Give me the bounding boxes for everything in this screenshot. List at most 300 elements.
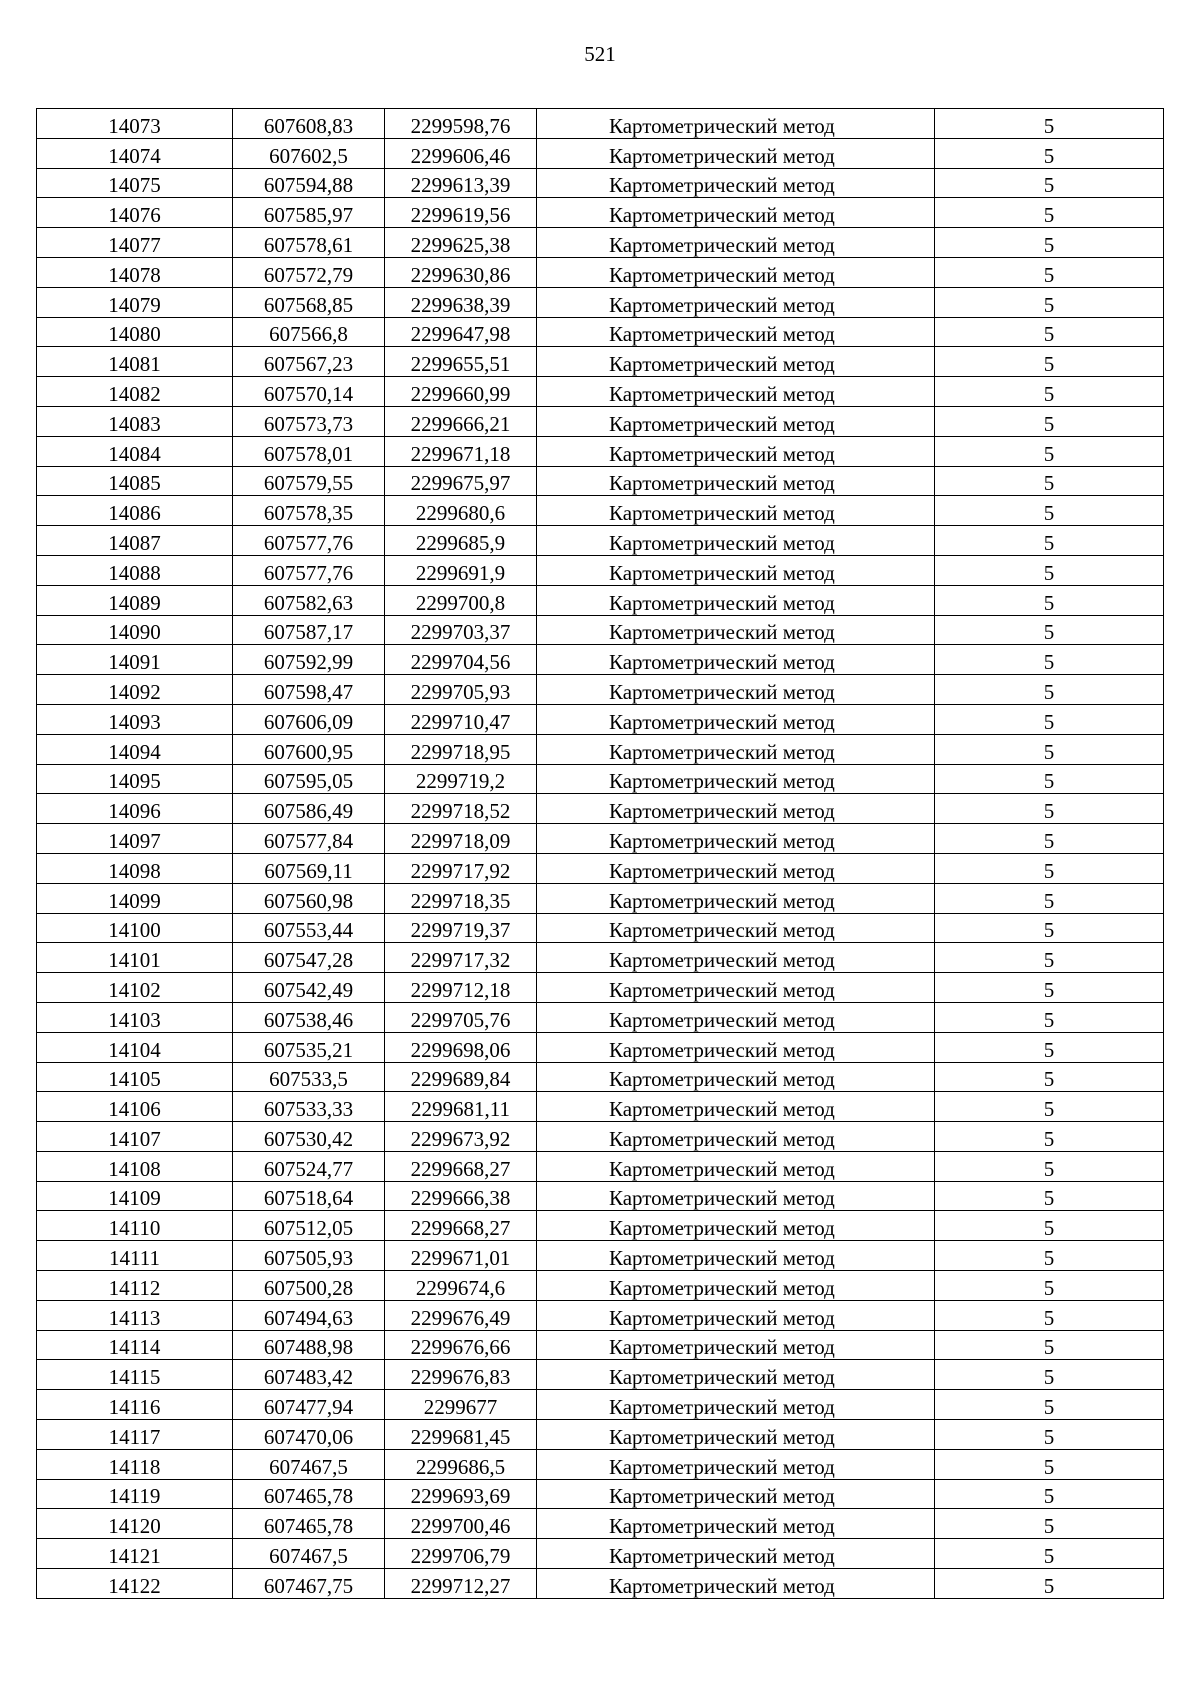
table-row (37, 406, 1164, 436)
y-coordinate-cell: 2299700,8 (385, 585, 537, 615)
point-number-cell: 14115 (37, 1360, 233, 1390)
coordinates-table (36, 108, 1164, 1599)
table-row (37, 1181, 1164, 1211)
x-coordinate-cell: 607488,98 (233, 1330, 385, 1360)
x-coordinate-cell: 607494,63 (233, 1300, 385, 1330)
x-coordinate-cell: 607567,23 (233, 347, 385, 377)
accuracy-cell: 5 (935, 466, 1164, 496)
x-coordinate-cell: 607608,83 (233, 109, 385, 139)
y-coordinate-cell: 2299703,37 (385, 615, 537, 645)
point-number-cell: 14120 (37, 1509, 233, 1539)
y-coordinate-cell: 2299689,84 (385, 1062, 537, 1092)
method-cell: Картометрический метод (537, 347, 935, 377)
method-cell: Картометрический метод (537, 704, 935, 734)
method-cell: Картометрический метод (537, 913, 935, 943)
accuracy-cell: 5 (935, 436, 1164, 466)
x-coordinate-cell: 607483,42 (233, 1360, 385, 1390)
x-coordinate-cell: 607530,42 (233, 1122, 385, 1152)
y-coordinate-cell: 2299676,49 (385, 1300, 537, 1330)
y-coordinate-cell: 2299606,46 (385, 138, 537, 168)
point-number-cell: 14089 (37, 585, 233, 615)
accuracy-cell: 5 (935, 1271, 1164, 1301)
y-coordinate-cell: 2299681,11 (385, 1092, 537, 1122)
x-coordinate-cell: 607547,28 (233, 943, 385, 973)
method-cell: Картометрический метод (537, 555, 935, 585)
y-coordinate-cell: 2299718,95 (385, 734, 537, 764)
x-coordinate-cell: 607606,09 (233, 704, 385, 734)
method-cell: Картометрический метод (537, 645, 935, 675)
point-number-cell: 14121 (37, 1539, 233, 1569)
accuracy-cell: 5 (935, 109, 1164, 139)
accuracy-cell: 5 (935, 913, 1164, 943)
method-cell: Картометрический метод (537, 824, 935, 854)
table-row (37, 377, 1164, 407)
x-coordinate-cell: 607566,8 (233, 317, 385, 347)
accuracy-cell: 5 (935, 317, 1164, 347)
point-number-cell: 14084 (37, 436, 233, 466)
y-coordinate-cell: 2299666,21 (385, 406, 537, 436)
accuracy-cell: 5 (935, 1390, 1164, 1420)
method-cell: Картометрический метод (537, 377, 935, 407)
table-row (37, 675, 1164, 705)
y-coordinate-cell: 2299655,51 (385, 347, 537, 377)
table-row (37, 1241, 1164, 1271)
x-coordinate-cell: 607578,01 (233, 436, 385, 466)
y-coordinate-cell: 2299675,97 (385, 466, 537, 496)
accuracy-cell: 5 (935, 1181, 1164, 1211)
accuracy-cell: 5 (935, 1449, 1164, 1479)
x-coordinate-cell: 607465,78 (233, 1479, 385, 1509)
method-cell: Картометрический метод (537, 466, 935, 496)
accuracy-cell: 5 (935, 138, 1164, 168)
x-coordinate-cell: 607598,47 (233, 675, 385, 705)
method-cell: Картометрический метод (537, 317, 935, 347)
table-row (37, 883, 1164, 913)
table-row (37, 257, 1164, 287)
point-number-cell: 14086 (37, 496, 233, 526)
coordinates-table-body (37, 109, 1164, 1599)
point-number-cell: 14108 (37, 1151, 233, 1181)
table-row (37, 1271, 1164, 1301)
y-coordinate-cell: 2299647,98 (385, 317, 537, 347)
point-number-cell: 14110 (37, 1211, 233, 1241)
x-coordinate-cell: 607470,06 (233, 1420, 385, 1450)
method-cell: Картометрический метод (537, 198, 935, 228)
x-coordinate-cell: 607512,05 (233, 1211, 385, 1241)
accuracy-cell: 5 (935, 1330, 1164, 1360)
x-coordinate-cell: 607518,64 (233, 1181, 385, 1211)
x-coordinate-cell: 607533,5 (233, 1062, 385, 1092)
point-number-cell: 14077 (37, 228, 233, 258)
x-coordinate-cell: 607553,44 (233, 913, 385, 943)
accuracy-cell: 5 (935, 883, 1164, 913)
table-row (37, 973, 1164, 1003)
point-number-cell: 14080 (37, 317, 233, 347)
accuracy-cell: 5 (935, 347, 1164, 377)
method-cell: Картометрический метод (537, 406, 935, 436)
table-row (37, 109, 1164, 139)
y-coordinate-cell: 2299686,5 (385, 1449, 537, 1479)
point-number-cell: 14087 (37, 526, 233, 556)
y-coordinate-cell: 2299698,06 (385, 1032, 537, 1062)
table-row (37, 496, 1164, 526)
accuracy-cell: 5 (935, 377, 1164, 407)
table-row (37, 1420, 1164, 1450)
method-cell: Картометрический метод (537, 287, 935, 317)
method-cell: Картометрический метод (537, 257, 935, 287)
point-number-cell: 14096 (37, 794, 233, 824)
method-cell: Картометрический метод (537, 1539, 935, 1569)
y-coordinate-cell: 2299700,46 (385, 1509, 537, 1539)
point-number-cell: 14088 (37, 555, 233, 585)
accuracy-cell: 5 (935, 287, 1164, 317)
point-number-cell: 14083 (37, 406, 233, 436)
method-cell: Картометрический метод (537, 1479, 935, 1509)
table-row (37, 466, 1164, 496)
accuracy-cell: 5 (935, 1032, 1164, 1062)
table-row (37, 853, 1164, 883)
point-number-cell: 14109 (37, 1181, 233, 1211)
y-coordinate-cell: 2299693,69 (385, 1479, 537, 1509)
table-row (37, 943, 1164, 973)
accuracy-cell: 5 (935, 1151, 1164, 1181)
table-row (37, 1569, 1164, 1599)
method-cell: Картометрический метод (537, 615, 935, 645)
table-row (37, 1390, 1164, 1420)
point-number-cell: 14090 (37, 615, 233, 645)
table-row (37, 704, 1164, 734)
accuracy-cell: 5 (935, 198, 1164, 228)
point-number-cell: 14102 (37, 973, 233, 1003)
x-coordinate-cell: 607578,61 (233, 228, 385, 258)
y-coordinate-cell: 2299712,18 (385, 973, 537, 1003)
table-row (37, 1479, 1164, 1509)
point-number-cell: 14098 (37, 853, 233, 883)
x-coordinate-cell: 607569,11 (233, 853, 385, 883)
y-coordinate-cell: 2299671,18 (385, 436, 537, 466)
y-coordinate-cell: 2299676,66 (385, 1330, 537, 1360)
accuracy-cell: 5 (935, 1539, 1164, 1569)
point-number-cell: 14122 (37, 1569, 233, 1599)
x-coordinate-cell: 607465,78 (233, 1509, 385, 1539)
method-cell: Картометрический метод (537, 496, 935, 526)
x-coordinate-cell: 607573,73 (233, 406, 385, 436)
y-coordinate-cell: 2299674,6 (385, 1271, 537, 1301)
accuracy-cell: 5 (935, 1241, 1164, 1271)
x-coordinate-cell: 607594,88 (233, 168, 385, 198)
point-number-cell: 14075 (37, 168, 233, 198)
accuracy-cell: 5 (935, 496, 1164, 526)
method-cell: Картометрический метод (537, 1509, 935, 1539)
table-row (37, 1062, 1164, 1092)
y-coordinate-cell: 2299719,2 (385, 764, 537, 794)
point-number-cell: 14100 (37, 913, 233, 943)
method-cell: Картометрический метод (537, 526, 935, 556)
method-cell: Картометрический метод (537, 109, 935, 139)
x-coordinate-cell: 607587,17 (233, 615, 385, 645)
method-cell: Картометрический метод (537, 794, 935, 824)
x-coordinate-cell: 607577,76 (233, 526, 385, 556)
y-coordinate-cell: 2299691,9 (385, 555, 537, 585)
x-coordinate-cell: 607500,28 (233, 1271, 385, 1301)
method-cell: Картометрический метод (537, 228, 935, 258)
table-row (37, 615, 1164, 645)
accuracy-cell: 5 (935, 973, 1164, 1003)
table-row (37, 1032, 1164, 1062)
y-coordinate-cell: 2299668,27 (385, 1151, 537, 1181)
accuracy-cell: 5 (935, 764, 1164, 794)
y-coordinate-cell: 2299638,39 (385, 287, 537, 317)
y-coordinate-cell: 2299705,76 (385, 1002, 537, 1032)
y-coordinate-cell: 2299706,79 (385, 1539, 537, 1569)
x-coordinate-cell: 607600,95 (233, 734, 385, 764)
table-row (37, 555, 1164, 585)
accuracy-cell: 5 (935, 1569, 1164, 1599)
point-number-cell: 14078 (37, 257, 233, 287)
point-number-cell: 14079 (37, 287, 233, 317)
point-number-cell: 14101 (37, 943, 233, 973)
method-cell: Картометрический метод (537, 1420, 935, 1450)
point-number-cell: 14106 (37, 1092, 233, 1122)
table-row (37, 287, 1164, 317)
y-coordinate-cell: 2299671,01 (385, 1241, 537, 1271)
method-cell: Картометрический метод (537, 1211, 935, 1241)
method-cell: Картометрический метод (537, 138, 935, 168)
accuracy-cell: 5 (935, 943, 1164, 973)
table-row (37, 347, 1164, 377)
method-cell: Картометрический метод (537, 1002, 935, 1032)
x-coordinate-cell: 607535,21 (233, 1032, 385, 1062)
table-row (37, 1360, 1164, 1390)
point-number-cell: 14099 (37, 883, 233, 913)
x-coordinate-cell: 607572,79 (233, 257, 385, 287)
y-coordinate-cell: 2299718,09 (385, 824, 537, 854)
point-number-cell: 14073 (37, 109, 233, 139)
table-row (37, 1539, 1164, 1569)
accuracy-cell: 5 (935, 257, 1164, 287)
x-coordinate-cell: 607578,35 (233, 496, 385, 526)
method-cell: Картометрический метод (537, 1092, 935, 1122)
accuracy-cell: 5 (935, 824, 1164, 854)
method-cell: Картометрический метод (537, 973, 935, 1003)
y-coordinate-cell: 2299673,92 (385, 1122, 537, 1152)
y-coordinate-cell: 2299717,32 (385, 943, 537, 973)
y-coordinate-cell: 2299718,35 (385, 883, 537, 913)
y-coordinate-cell: 2299598,76 (385, 109, 537, 139)
x-coordinate-cell: 607577,76 (233, 555, 385, 585)
x-coordinate-cell: 607568,85 (233, 287, 385, 317)
x-coordinate-cell: 607467,75 (233, 1569, 385, 1599)
point-number-cell: 14105 (37, 1062, 233, 1092)
point-number-cell: 14114 (37, 1330, 233, 1360)
table-row (37, 1122, 1164, 1152)
x-coordinate-cell: 607585,97 (233, 198, 385, 228)
point-number-cell: 14085 (37, 466, 233, 496)
x-coordinate-cell: 607582,63 (233, 585, 385, 615)
point-number-cell: 14093 (37, 704, 233, 734)
method-cell: Картометрический метод (537, 853, 935, 883)
table-row (37, 1092, 1164, 1122)
table-row (37, 1151, 1164, 1181)
x-coordinate-cell: 607560,98 (233, 883, 385, 913)
accuracy-cell: 5 (935, 406, 1164, 436)
method-cell: Картометрический метод (537, 1449, 935, 1479)
accuracy-cell: 5 (935, 645, 1164, 675)
table-row (37, 824, 1164, 854)
x-coordinate-cell: 607505,93 (233, 1241, 385, 1271)
accuracy-cell: 5 (935, 734, 1164, 764)
x-coordinate-cell: 607592,99 (233, 645, 385, 675)
x-coordinate-cell: 607467,5 (233, 1449, 385, 1479)
method-cell: Картометрический метод (537, 168, 935, 198)
accuracy-cell: 5 (935, 704, 1164, 734)
point-number-cell: 14107 (37, 1122, 233, 1152)
method-cell: Картометрический метод (537, 1151, 935, 1181)
x-coordinate-cell: 607477,94 (233, 1390, 385, 1420)
method-cell: Картометрический метод (537, 734, 935, 764)
table-row (37, 526, 1164, 556)
accuracy-cell: 5 (935, 1062, 1164, 1092)
y-coordinate-cell: 2299717,92 (385, 853, 537, 883)
y-coordinate-cell: 2299660,99 (385, 377, 537, 407)
point-number-cell: 14081 (37, 347, 233, 377)
table-row (37, 734, 1164, 764)
accuracy-cell: 5 (935, 853, 1164, 883)
point-number-cell: 14095 (37, 764, 233, 794)
y-coordinate-cell: 2299676,83 (385, 1360, 537, 1390)
y-coordinate-cell: 2299680,6 (385, 496, 537, 526)
method-cell: Картометрический метод (537, 943, 935, 973)
point-number-cell: 14103 (37, 1002, 233, 1032)
y-coordinate-cell: 2299685,9 (385, 526, 537, 556)
y-coordinate-cell: 2299712,27 (385, 1569, 537, 1599)
point-number-cell: 14104 (37, 1032, 233, 1062)
table-row (37, 1509, 1164, 1539)
accuracy-cell: 5 (935, 168, 1164, 198)
table-row (37, 1300, 1164, 1330)
x-coordinate-cell: 607533,33 (233, 1092, 385, 1122)
y-coordinate-cell: 2299704,56 (385, 645, 537, 675)
table-row (37, 1449, 1164, 1479)
point-number-cell: 14116 (37, 1390, 233, 1420)
x-coordinate-cell: 607467,5 (233, 1539, 385, 1569)
accuracy-cell: 5 (935, 526, 1164, 556)
table-row (37, 913, 1164, 943)
point-number-cell: 14097 (37, 824, 233, 854)
point-number-cell: 14091 (37, 645, 233, 675)
accuracy-cell: 5 (935, 1092, 1164, 1122)
y-coordinate-cell: 2299668,27 (385, 1211, 537, 1241)
table-row (37, 764, 1164, 794)
table-row (37, 138, 1164, 168)
accuracy-cell: 5 (935, 615, 1164, 645)
y-coordinate-cell: 2299613,39 (385, 168, 537, 198)
table-row (37, 794, 1164, 824)
table-row (37, 1002, 1164, 1032)
point-number-cell: 14113 (37, 1300, 233, 1330)
table-row (37, 228, 1164, 258)
accuracy-cell: 5 (935, 675, 1164, 705)
y-coordinate-cell: 2299630,86 (385, 257, 537, 287)
table-row (37, 436, 1164, 466)
table-row (37, 317, 1164, 347)
point-number-cell: 14082 (37, 377, 233, 407)
accuracy-cell: 5 (935, 1211, 1164, 1241)
y-coordinate-cell: 2299719,37 (385, 913, 537, 943)
x-coordinate-cell: 607586,49 (233, 794, 385, 824)
method-cell: Картометрический метод (537, 883, 935, 913)
page-number: 521 (584, 42, 616, 66)
accuracy-cell: 5 (935, 794, 1164, 824)
point-number-cell: 14119 (37, 1479, 233, 1509)
accuracy-cell: 5 (935, 1509, 1164, 1539)
x-coordinate-cell: 607524,77 (233, 1151, 385, 1181)
method-cell: Картометрический метод (537, 1360, 935, 1390)
x-coordinate-cell: 607602,5 (233, 138, 385, 168)
method-cell: Картометрический метод (537, 1390, 935, 1420)
table-row (37, 1330, 1164, 1360)
accuracy-cell: 5 (935, 1420, 1164, 1450)
method-cell: Картометрический метод (537, 436, 935, 466)
method-cell: Картометрический метод (537, 1569, 935, 1599)
accuracy-cell: 5 (935, 228, 1164, 258)
x-coordinate-cell: 607579,55 (233, 466, 385, 496)
method-cell: Картометрический метод (537, 1271, 935, 1301)
x-coordinate-cell: 607538,46 (233, 1002, 385, 1032)
y-coordinate-cell: 2299625,38 (385, 228, 537, 258)
point-number-cell: 14111 (37, 1241, 233, 1271)
y-coordinate-cell: 2299718,52 (385, 794, 537, 824)
accuracy-cell: 5 (935, 1122, 1164, 1152)
point-number-cell: 14076 (37, 198, 233, 228)
y-coordinate-cell: 2299705,93 (385, 675, 537, 705)
point-number-cell: 14074 (37, 138, 233, 168)
y-coordinate-cell: 2299619,56 (385, 198, 537, 228)
table-row (37, 168, 1164, 198)
method-cell: Картометрический метод (537, 1032, 935, 1062)
point-number-cell: 14112 (37, 1271, 233, 1301)
accuracy-cell: 5 (935, 585, 1164, 615)
method-cell: Картометрический метод (537, 675, 935, 705)
method-cell: Картометрический метод (537, 1330, 935, 1360)
x-coordinate-cell: 607577,84 (233, 824, 385, 854)
point-number-cell: 14118 (37, 1449, 233, 1479)
method-cell: Картометрический метод (537, 764, 935, 794)
y-coordinate-cell: 2299677 (385, 1390, 537, 1420)
table-row (37, 645, 1164, 675)
x-coordinate-cell: 607570,14 (233, 377, 385, 407)
accuracy-cell: 5 (935, 1300, 1164, 1330)
accuracy-cell: 5 (935, 1002, 1164, 1032)
table-row (37, 1211, 1164, 1241)
y-coordinate-cell: 2299710,47 (385, 704, 537, 734)
point-number-cell: 14117 (37, 1420, 233, 1450)
y-coordinate-cell: 2299681,45 (385, 1420, 537, 1450)
method-cell: Картометрический метод (537, 1241, 935, 1271)
table-row (37, 585, 1164, 615)
accuracy-cell: 5 (935, 1479, 1164, 1509)
accuracy-cell: 5 (935, 555, 1164, 585)
x-coordinate-cell: 607542,49 (233, 973, 385, 1003)
x-coordinate-cell: 607595,05 (233, 764, 385, 794)
method-cell: Картометрический метод (537, 1122, 935, 1152)
y-coordinate-cell: 2299666,38 (385, 1181, 537, 1211)
point-number-cell: 14094 (37, 734, 233, 764)
table-row (37, 198, 1164, 228)
method-cell: Картометрический метод (537, 585, 935, 615)
point-number-cell: 14092 (37, 675, 233, 705)
method-cell: Картометрический метод (537, 1300, 935, 1330)
